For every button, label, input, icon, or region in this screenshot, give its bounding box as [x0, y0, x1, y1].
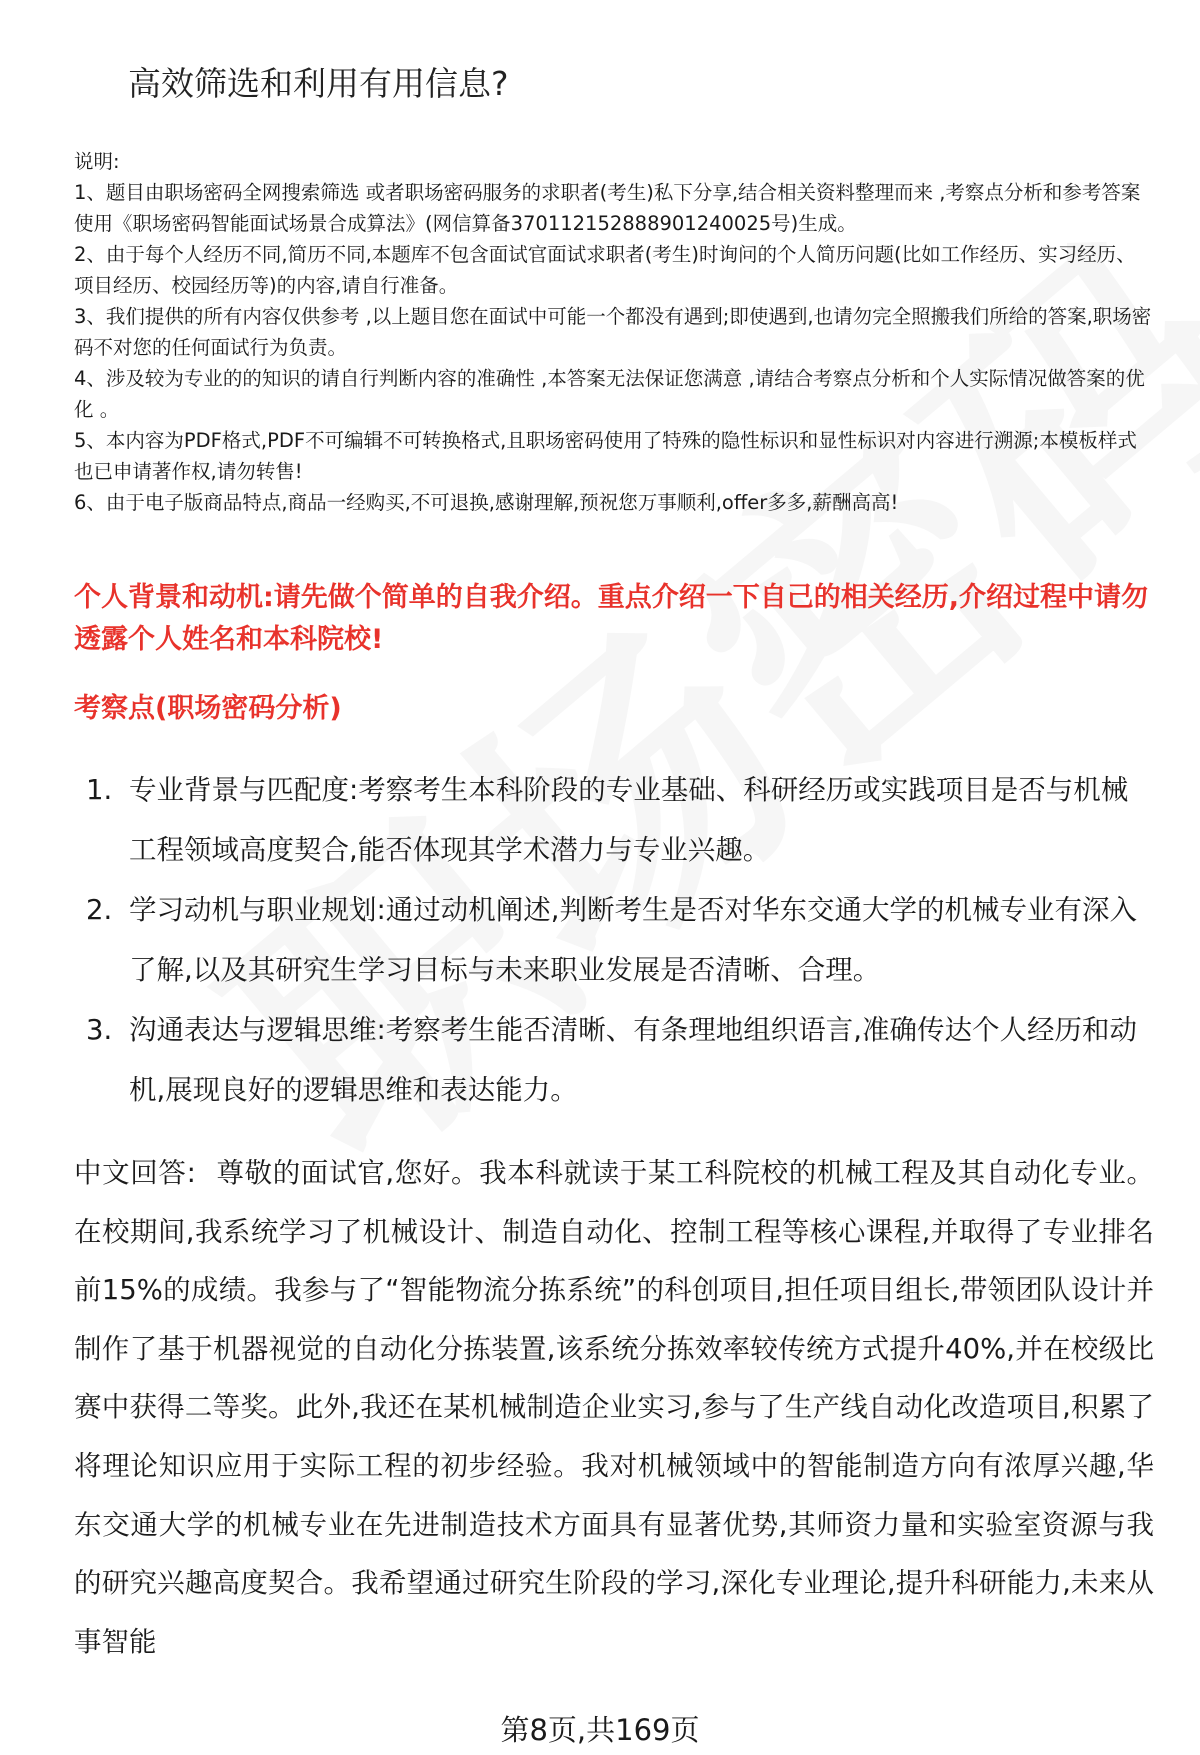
key-point-number: 3. [86, 1014, 113, 1046]
notes-section [74, 146, 1154, 518]
note-item: 1、题目由职场密码全网搜索筛选 或者职场密码服务的求职者(考生)私下分享,结合相关资料整理而来 ,考察点分析和参考答案使用《职场密码智能面试场景合成算法》(网信算备370112152888901240025号)生成。 [74, 181, 1141, 235]
question-heading: 个人背景和动机:请先做个简单的自我介绍。重点介绍一下自己的相关经历,介绍过程中请勿透露个人姓名和本科院校! [74, 582, 1149, 655]
key-point-item [74, 1000, 1154, 1120]
note-item: 3、我们提供的所有内容仅供参考 ,以上题目您在面试中可能一个都没有遇到;即使遇到,也请勿完全照搬我们所给的答案,职场密码不对您的任何面试行为负责。 [74, 305, 1152, 359]
previous-question-text: 高效筛选和利用有用信息? [128, 64, 509, 103]
key-points-list [74, 760, 1154, 1120]
note-item: 6、由于电子版商品特点,商品一经购买,不可退换,感谢理解,预祝您万事顺利,offer多多,薪酬高高! [74, 491, 899, 514]
answer-section [74, 1144, 1154, 1671]
key-points-heading: 考察点(职场密码分析) [74, 693, 342, 724]
answer-text: 尊敬的面试官,您好。我本科就读于某工科院校的机械工程及其自动化专业。在校期间,我系统学习了机械设计、制造自动化、控制工程等核心课程,并取得了专业排名前15%的成绩。我参与了“智能物流分拣系统”的科创项目,担任项目组长,带领团队设计并制作了基于机器视觉的自动化分拣装置,该系统分拣效率较传统方式提升40%,并在校级比赛中获得二等奖。此外,我还在某机械制造企业实习,参与了生产线自动化改造项目,积累了将理论知识应用于实际工程的初步经验。我对机械领域中的智能制造方向有浓厚兴趣,华东交通大学的机械专业在先进制造技术方面具有显著优势,其师资力量和实验室资源与我的研究兴趣高度契合。我希望通过研究生阶段的学习,深化专业理论,提升科研能力,未来从事智能 [74, 1157, 1154, 1658]
page-number: 第8页,共169页 [500, 1713, 700, 1747]
key-point-item [74, 880, 1154, 1000]
key-point-item [74, 760, 1154, 880]
key-point-number: 2. [86, 894, 113, 926]
notes-title: 说明: [74, 150, 120, 173]
key-point-number: 1. [86, 774, 113, 806]
key-point-text: 沟通表达与逻辑思维:考察考生能否清晰、有条理地组织语言,准确传达个人经历和动机,展现良好的逻辑思维和表达能力。 [129, 1014, 1138, 1106]
key-point-text: 学习动机与职业规划:通过动机阐述,判断考生是否对华东交通大学的机械专业有深入了解,以及其研究生学习目标与未来职业发展是否清晰、合理。 [129, 894, 1138, 986]
note-item: 4、涉及较为专业的的知识的请自行判断内容的准确性 ,本答案无法保证您满意 ,请结合考察点分析和个人实际情况做答案的优化 。 [74, 367, 1145, 421]
note-item: 5、本内容为PDF格式,PDF不可编辑不可转换格式,且职场密码使用了特殊的隐性标识和显性标识对内容进行溯源;本模板样式也已申请著作权,请勿转售! [74, 429, 1137, 483]
note-item: 2、由于每个人经历不同,简历不同,本题库不包含面试官面试求职者(考生)时询问的个人简历问题(比如工作经历、实习经历、项目经历、校园经历等)的内容,请自行准备。 [74, 243, 1136, 297]
key-point-text: 专业背景与匹配度:考察考生本科阶段的专业基础、科研经历或实践项目是否与机械工程领域高度契合,能否体现其学术潜力与专业兴趣。 [129, 774, 1129, 866]
answer-label: 中文回答: [74, 1157, 196, 1189]
